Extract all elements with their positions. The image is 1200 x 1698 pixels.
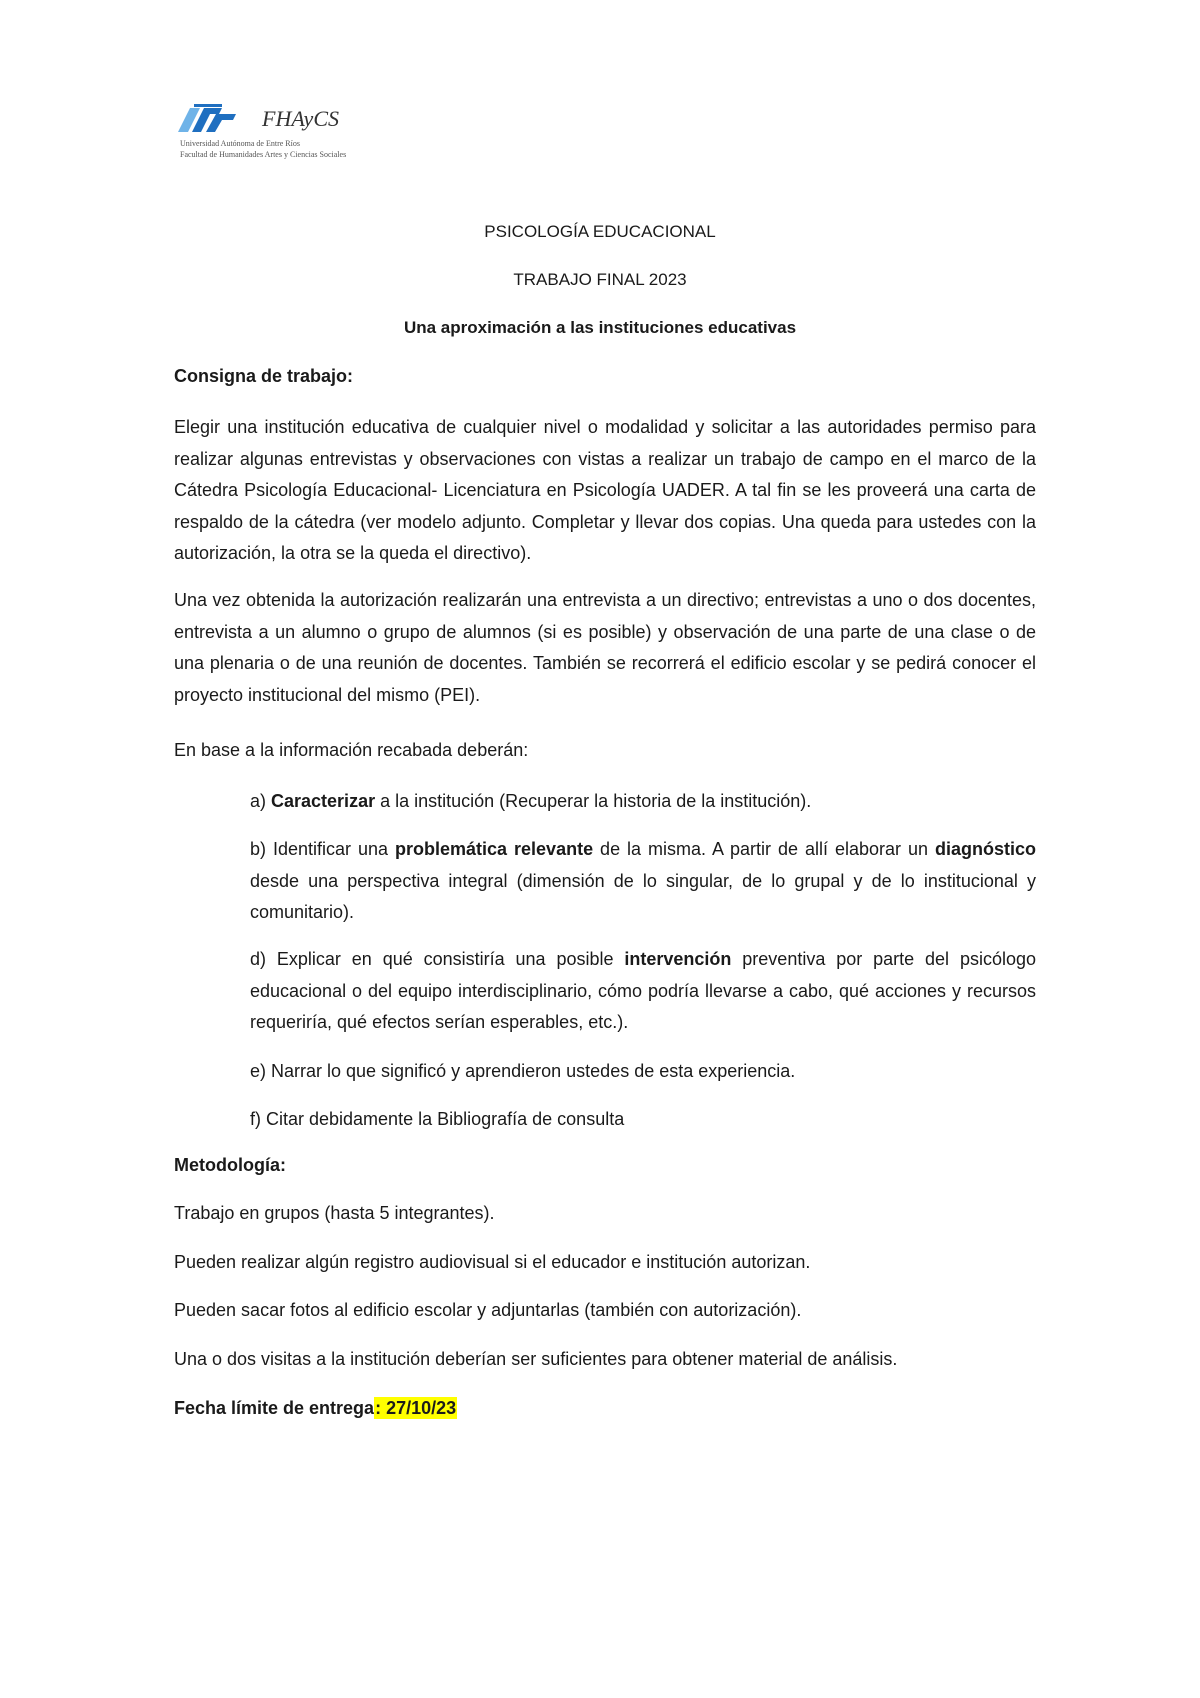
item-a-prefix: a) bbox=[250, 791, 272, 811]
item-b-bold-1: problemática relevante bbox=[395, 839, 594, 859]
deadline-label: Fecha límite de entrega bbox=[174, 1398, 375, 1418]
list-item-d bbox=[250, 944, 1036, 1039]
item-b-bold-2: diagnóstico bbox=[935, 839, 1037, 859]
university-logo bbox=[176, 102, 346, 166]
consigna-heading: Consigna de trabajo: bbox=[174, 366, 354, 386]
metodologia-line-1: Trabajo en grupos (hasta 5 integrantes). bbox=[174, 1203, 495, 1223]
uader-logo-icon bbox=[176, 102, 256, 138]
list-item-f: f) Citar debidamente la Bibliografía de consulta bbox=[250, 1109, 625, 1129]
item-d-prefix: d) Explicar en qué consistiría una posible bbox=[250, 949, 625, 969]
item-d-rest: preventiva por parte del psicólogo educacional o del equipo interdisciplinario, cómo podría llevarse a cabo, qué acciones y recursos requeriría, qué efectos serían esperables, etc.). bbox=[250, 949, 1036, 1032]
item-d-bold: intervención bbox=[624, 949, 732, 969]
item-b-mid: de la misma. A partir de allí elaborar un bbox=[593, 839, 935, 859]
list-item-e: e) Narrar lo que significó y aprendieron ustedes de esta experiencia. bbox=[250, 1061, 796, 1081]
topic-title: Una aproximación a las instituciones educativas bbox=[403, 318, 797, 337]
item-b-rest: desde una perspectiva integral (dimensión de lo singular, de lo grupal y de lo institucional y comunitario). bbox=[250, 870, 1036, 922]
metodologia-line-3: Pueden sacar fotos al edificio escolar y adjuntarlas (también con autorización). bbox=[174, 1300, 802, 1320]
deadline bbox=[174, 1398, 457, 1419]
work-title: TRABAJO FINAL 2023 bbox=[513, 270, 687, 289]
consigna-paragraph-1: Elegir una institución educativa de cualquier nivel o modalidad y solicitar a las autoridades permiso para realizar algunas entrevistas y observaciones con vistas a realizar un trabajo de campo en el marco de la Cátedra Psicología Educacional- Licenciatura en Psicología UADER. A tal fin se les proveerá una carta de respaldo de la cátedra (ver modelo adjunto. Completar y llevar dos copias. Una queda para ustedes con la autorización, la otra se la queda el directivo). bbox=[174, 417, 1036, 563]
consigna-paragraph-3: En base a la información recabada deberán: bbox=[174, 740, 529, 760]
faculty-name: Facultad de Humanidades Artes y Ciencias Sociales bbox=[180, 150, 347, 159]
item-a-bold: Caracterizar bbox=[271, 791, 376, 811]
list-item-b bbox=[250, 834, 1036, 929]
item-a-rest: a la institución (Recuperar la historia de la institución). bbox=[375, 791, 812, 811]
subject-title: PSICOLOGÍA EDUCACIONAL bbox=[484, 222, 716, 241]
consigna-paragraph-2: Una vez obtenida la autorización realizarán una entrevista a un directivo; entrevistas a uno o dos docentes, entrevista a un alumno o grupo de alumnos (si es posible) y observación de una parte de una clase o de una plenaria o de una reunión de docentes. También se recorrerá el edificio escolar y se pedirá conocer el proyecto institucional del mismo (PEI). bbox=[174, 590, 1036, 705]
university-name: Universidad Autónoma de Entre Ríos bbox=[180, 139, 300, 148]
metodologia-line-2: Pueden realizar algún registro audiovisual si el educador e institución autorizan. bbox=[174, 1252, 811, 1272]
deadline-value: : 27/10/23 bbox=[375, 1398, 457, 1418]
metodologia-heading: Metodología: bbox=[174, 1155, 286, 1175]
faculty-mark-icon bbox=[260, 102, 340, 136]
faculty-mark-text: FHAyCS bbox=[262, 106, 339, 131]
item-b-prefix: b) Identificar una bbox=[250, 839, 396, 859]
metodologia-line-4: Una o dos visitas a la institución deberían ser suficientes para obtener material de análisis. bbox=[174, 1349, 898, 1369]
list-item-a bbox=[250, 786, 1036, 818]
